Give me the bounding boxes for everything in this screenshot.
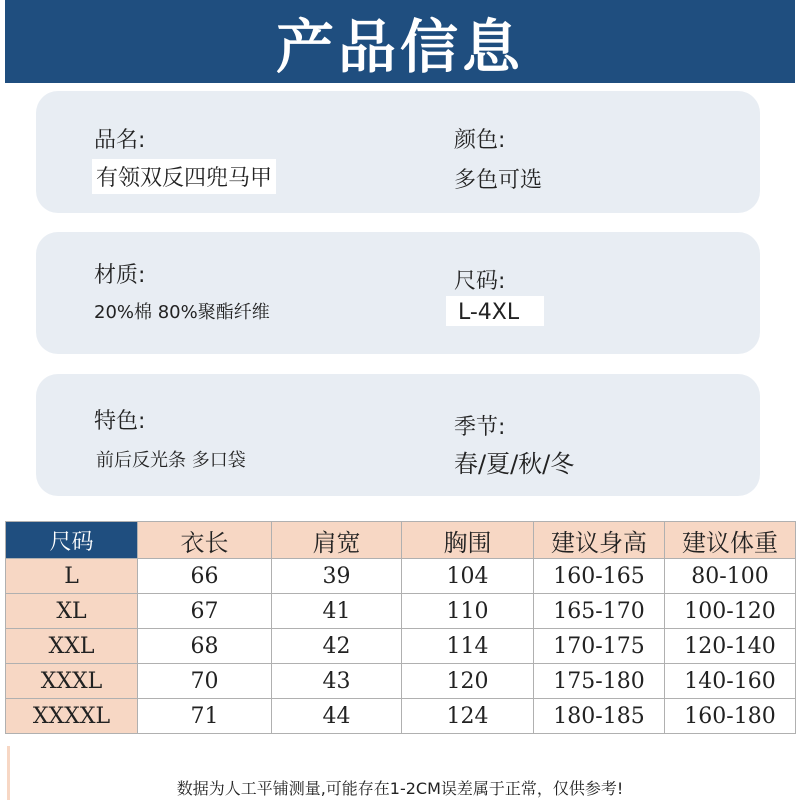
column-header: 建议身高 <box>534 522 665 559</box>
size-label: 尺码: <box>454 269 506 294</box>
season-value: 春/夏/秋/冬 <box>454 450 575 478</box>
table-cell: 170-175 <box>534 629 665 664</box>
table-cell: 124 <box>402 699 534 734</box>
size-value: L-4XL <box>446 296 544 326</box>
column-header: 衣长 <box>138 522 272 559</box>
info-panel-name-color <box>36 91 760 213</box>
table-cell: XL <box>6 594 138 629</box>
column-header: 肩宽 <box>272 522 402 559</box>
table-cell: 165-170 <box>534 594 665 629</box>
header-banner <box>5 0 795 83</box>
table-cell: 180-185 <box>534 699 665 734</box>
table-cell: 160-165 <box>534 559 665 594</box>
table-cell: 120-140 <box>665 629 796 664</box>
table-cell: 70 <box>138 664 272 699</box>
name-label: 品名: <box>94 128 146 153</box>
table-cell: 68 <box>138 629 272 664</box>
table-cell: 44 <box>272 699 402 734</box>
table-cell: XXXXL <box>6 699 138 734</box>
measurement-footnote: 数据为人工平铺测量,可能存在1-2CM误差属于正常，仅供参考! <box>176 779 624 798</box>
table-row <box>6 594 796 629</box>
season-label: 季节: <box>454 415 506 440</box>
info-panel-material-size <box>36 232 760 354</box>
column-header: 尺码 <box>6 522 138 559</box>
material-value: 20%棉 80%聚酯纤维 <box>94 302 270 323</box>
table-row <box>6 629 796 664</box>
table-cell: 80-100 <box>665 559 796 594</box>
page-title: 产品信息 <box>275 12 524 81</box>
table-cell: 71 <box>138 699 272 734</box>
table-cell: 42 <box>272 629 402 664</box>
table-cell: 43 <box>272 664 402 699</box>
material-label: 材质: <box>94 263 146 288</box>
table-cell: 110 <box>402 594 534 629</box>
table-cell: 100-120 <box>665 594 796 629</box>
table-cell: 66 <box>138 559 272 594</box>
color-value: 多色可选 <box>454 168 543 193</box>
table-cell: 104 <box>402 559 534 594</box>
table-cell: L <box>6 559 138 594</box>
table-cell: 160-180 <box>665 699 796 734</box>
table-cell: 120 <box>402 664 534 699</box>
table-cell: XXL <box>6 629 138 664</box>
table-cell: 140-160 <box>665 664 796 699</box>
size-chart-table <box>5 521 796 734</box>
info-panel-feature-season <box>36 374 760 496</box>
table-cell: XXXL <box>6 664 138 699</box>
table-row <box>6 664 796 699</box>
table-header-row <box>6 522 796 559</box>
table-row <box>6 559 796 594</box>
table-cell: 39 <box>272 559 402 594</box>
feature-value: 前后反光条 多口袋 <box>96 450 246 471</box>
table-cell: 41 <box>272 594 402 629</box>
column-header: 胸围 <box>402 522 534 559</box>
table-cell: 67 <box>138 594 272 629</box>
table-cell: 175-180 <box>534 664 665 699</box>
column-header: 建议体重 <box>665 522 796 559</box>
color-label: 颜色: <box>454 128 506 153</box>
name-value: 有领双反四兜马甲 <box>92 159 276 194</box>
table-cell: 114 <box>402 629 534 664</box>
feature-label: 特色: <box>94 409 146 434</box>
table-row <box>6 699 796 734</box>
